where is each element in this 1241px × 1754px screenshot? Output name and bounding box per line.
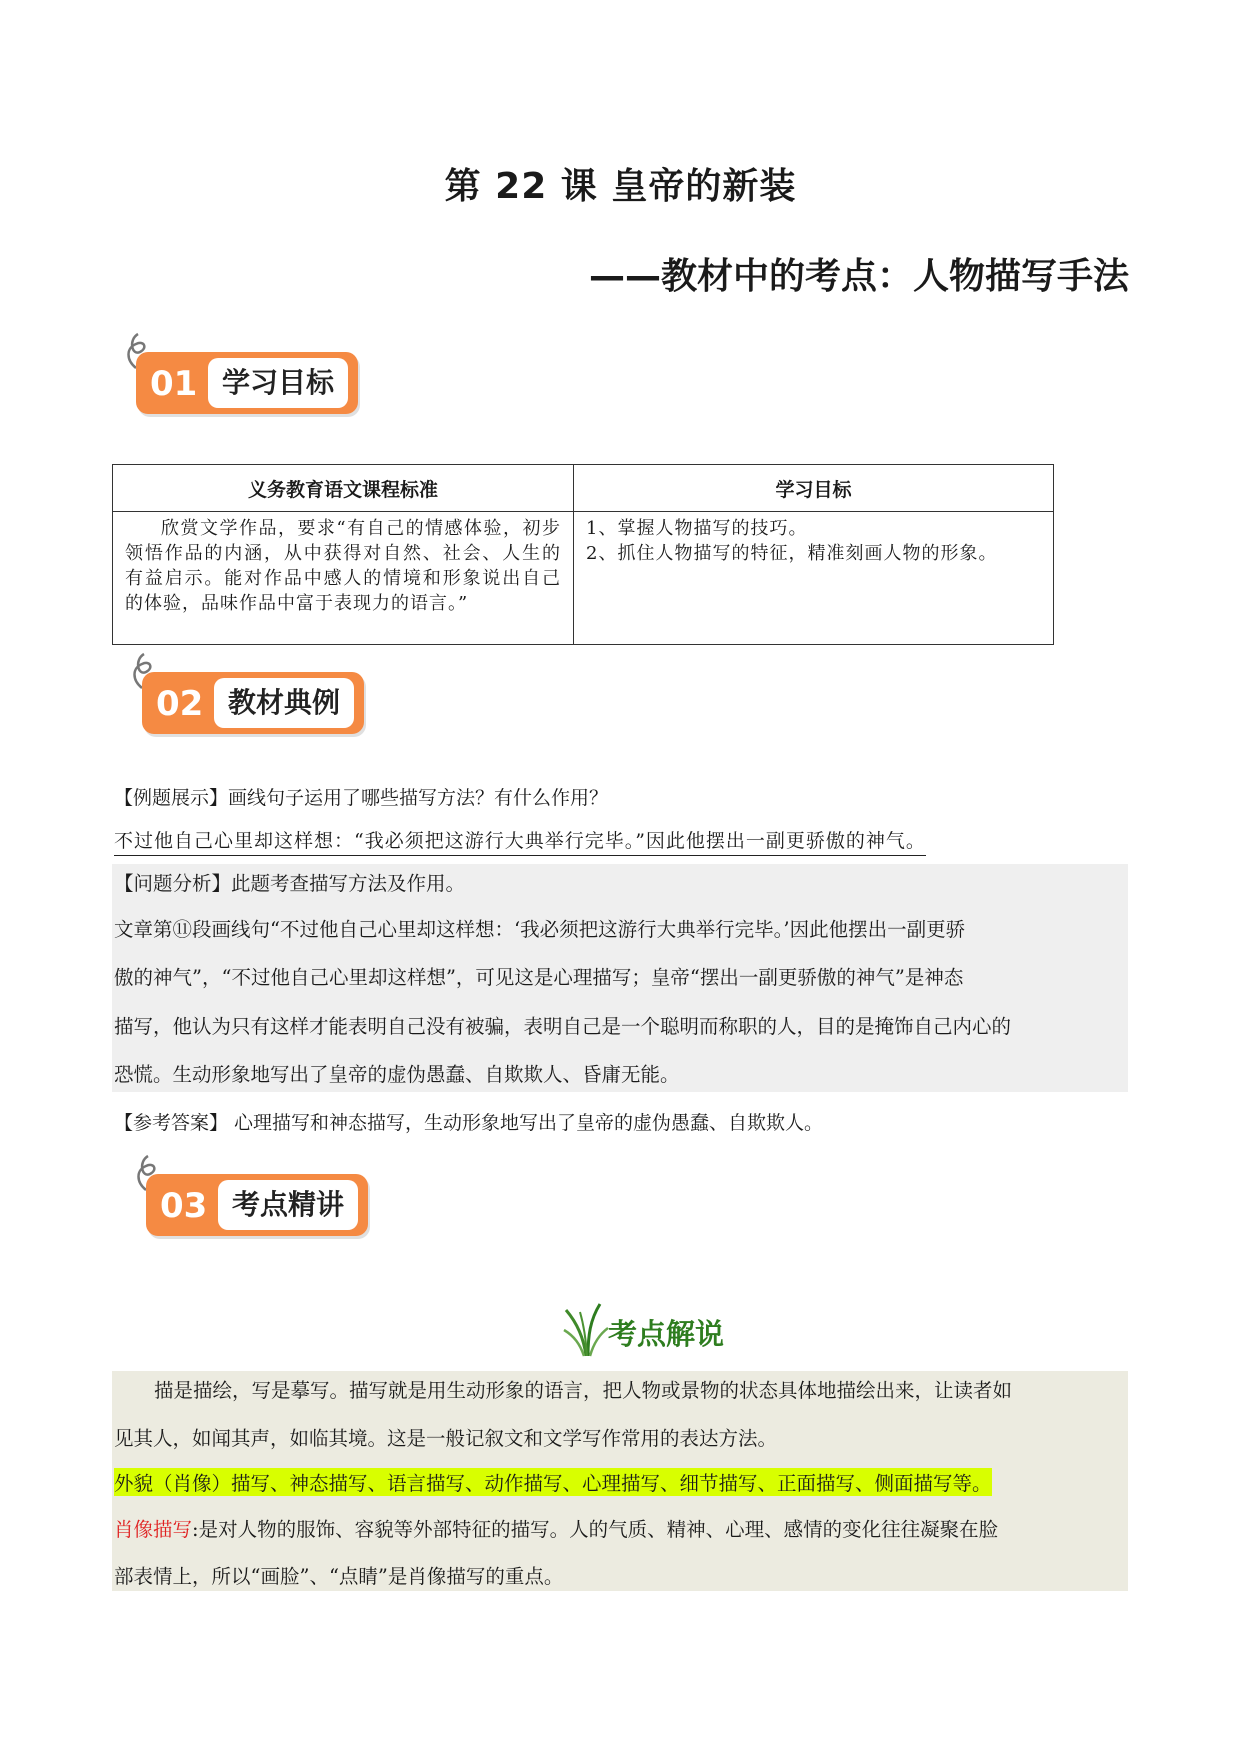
grass-icon <box>562 1300 610 1358</box>
section-badge-01 <box>122 330 372 420</box>
section-label: 教材典例 <box>214 678 354 728</box>
explain-line: 部表情上，所以“画脸”、“点睛”是肖像描写的重点。 <box>114 1565 564 1588</box>
goals-cell <box>574 512 1054 645</box>
standards-table <box>112 464 1054 645</box>
portrait-text: :是对人物的服饰、容貌等外部特征的描写。人的气质、精神、心理、感情的变化往往凝聚在脸 <box>192 1518 999 1541</box>
section-badge-02 <box>128 650 378 740</box>
example-sentence: 不过他自己心里却这样想：“我必须把这游行大典举行完毕。”因此他摆出一副更骄傲的神气。 <box>114 826 926 856</box>
example-question: 【例题展示】画线句子运用了哪些描写方法？有什么作用？ <box>114 787 609 809</box>
reference-answer: 【参考答案】 心理描写和神态描写，生动形象地写出了皇帝的虚伪愚蠢、自欺欺人。 <box>114 1112 824 1134</box>
analysis-line: 文章第⑪段画线句“不过他自己心里却这样想：‘我必须把这游行大典举行完毕。’因此他摆出一副更骄 <box>114 918 966 941</box>
section-number: 02 <box>156 684 204 724</box>
section-number: 03 <box>160 1186 208 1226</box>
explanation-box <box>112 1371 1128 1591</box>
explanation-heading <box>562 1300 742 1356</box>
section-label: 学习目标 <box>208 358 348 408</box>
standard-text: 欣赏文学作品，要求“有自己的情感体验，初步领悟作品的内涵，从中获得对自然、社会、人生的有益启示。能对作品中感人的情境和形象说出自己的体验，品味作品中富于表现力的语言。” <box>113 512 574 645</box>
page-title: 第 22 课 皇帝的新装 <box>444 166 797 207</box>
analysis-line: 【问题分析】此题考查描写方法及作用。 <box>114 872 466 895</box>
analysis-line: 傲的神气”，“不过他自己心里却这样想”，可见这是心理描写；皇帝“摆出一副更骄傲的神气”是神态 <box>114 966 964 989</box>
goal-item: 2、抓住人物描写的特征，精准刻画人物的形象。 <box>586 543 998 564</box>
page-subtitle: ——教材中的考点：人物描写手法 <box>588 256 1129 297</box>
section-number: 01 <box>150 364 198 404</box>
heading-text: 考点解说 <box>608 1317 725 1351</box>
description-types: 外貌（肖像）描写、神态描写、语言描写、动作描写、心理描写、细节描写、正面描写、侧面描写等。 <box>114 1468 992 1496</box>
goal-item: 1、掌握人物描写的技巧。 <box>586 518 808 539</box>
analysis-box <box>112 864 1128 1092</box>
analysis-line: 恐慌。生动形象地写出了皇帝的虚伪愚蠢、自欺欺人、昏庸无能。 <box>114 1063 680 1086</box>
portrait-definition <box>114 1514 998 1542</box>
explain-line: 描是描绘，写是摹写。描写就是用生动形象的语言，把人物或景物的状态具体地描绘出来，让读者如 <box>154 1379 1013 1402</box>
table-header: 义务教育语文课程标准 <box>113 465 574 512</box>
table-header: 学习目标 <box>574 465 1054 512</box>
analysis-line: 描写，他认为只有这样才能表明自己没有被骗，表明自己是一个聪明而称职的人，目的是掩饰自己内心的 <box>114 1015 1012 1038</box>
portrait-label: 肖像描写 <box>114 1518 193 1541</box>
section-badge-03 <box>132 1152 382 1242</box>
explain-line: 见其人，如闻其声，如临其境。这是一般记叙文和文学写作常用的表达方法。 <box>114 1427 778 1450</box>
section-label: 考点精讲 <box>218 1180 358 1230</box>
